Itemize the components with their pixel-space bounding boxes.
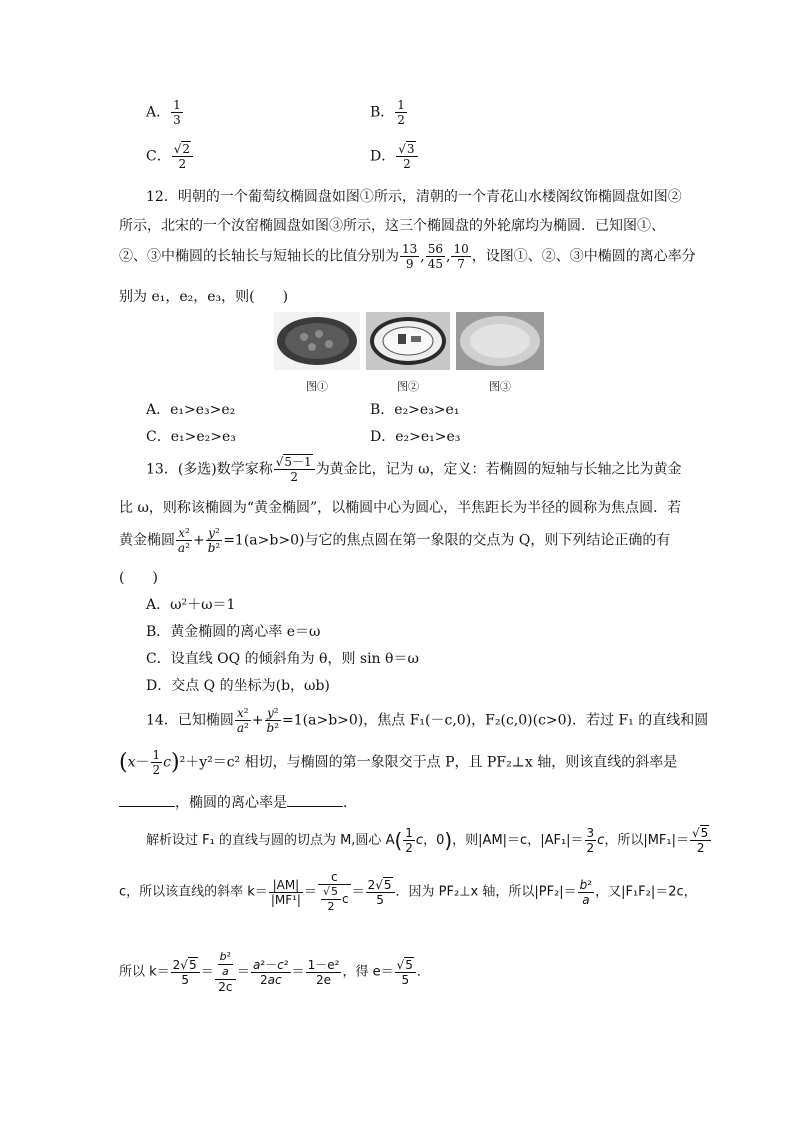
q12-option-b: B．e₂>e₃>e₁: [370, 402, 460, 418]
q11-option-b: B． $\frac{1}{2}$: [370, 98, 405, 127]
q12-line2: 所示，北宋的一个汝窑椭圆盘如图③所示，这三个椭圆盘的外轮廓均为椭圆．已知图①、: [119, 218, 665, 234]
q12-line1: 12．明朝的一个葡萄纹椭圆盘如图①所示，清朝的一个青花山水楼阁纹饰椭圆盘如图②: [146, 189, 682, 205]
plate-3-image: [456, 312, 544, 370]
figure-2: [366, 312, 450, 394]
q13-line4: ( ): [119, 570, 158, 586]
q13-option-a: A．ω²＋ω＝1: [146, 597, 236, 613]
q12-option-a: A．e₁>e₃>e₂: [146, 402, 236, 418]
q11-option-d: D． $\frac{√3}{2}$: [370, 142, 419, 171]
q12-option-d: D．e₂>e₁>e₃: [370, 429, 461, 445]
plate-2-image: [366, 312, 450, 370]
answer-blank-eccentricity[interactable]: [287, 794, 343, 807]
figure-1-caption: 图①: [306, 380, 328, 393]
q13-line2: 比 ω，则称该椭圆为“黄金椭圆”，以椭圆中心为圆心，半焦距长为半径的圆称为焦点圆．若: [119, 500, 682, 516]
solution-line3: 所以 k＝ $\frac{2√5}{5}$ ＝ $\frac{\frac{\text{b²}}{a}}{2c}$ ＝ $\frac{\text{a²－c²}}{2ac}$ ＝ $\frac{\text{1－e²}}{2e}$ ，得 e＝ $\frac{√5}{5}$ ．: [119, 950, 430, 994]
q11-option-c: C． $\frac{√2}{2}$: [146, 142, 194, 171]
figure-2-caption: 图②: [397, 380, 419, 393]
q14-line2: (x－ $\frac{1}{2}$ c)²＋y²＝c² 相切，与椭圆的第一象限交于点 P，且 PF₂⊥x 轴，则该直线的斜率是: [119, 748, 678, 777]
answer-blank-slope[interactable]: [119, 794, 175, 807]
figure-1: [274, 312, 360, 394]
solution-line1: 解析设过 F₁ 的直线与圆的切点为 M,圆心 A( $\frac{1}{2}$ c，0)，则|AM|＝c，|AF₁|＝ $\frac{3}{2}$ c，所以|MF₁|＝ $\frac{√5}{2}$: [146, 826, 712, 855]
q14-line1: 14．已知椭圆 $\frac{\text{x²}}{\text{a²}}$ + $\frac{\text{y²}}{\text{b²}}$ =1(a>b>0)，焦点 F₁(－c,0)，F₂(c,0)(c>0)．若过 F₁ 的直线和圆: [146, 706, 709, 735]
q13-line3: 黄金椭圆 $\frac{\text{x²}}{\text{a²}}$ + $\frac{\text{y²}}{\text{b²}}$ =1(a>b>0)与它的焦点圆在第一象限的交点为 Q，则下列结论正确的有: [119, 526, 671, 555]
q11-option-a: A． $\frac{1}{3}$: [146, 98, 181, 127]
q13-option-c: C．设直线 OQ 的倾斜角为 θ，则 sin θ＝ω: [146, 651, 419, 667]
q12-line3: ②、③中椭圆的长轴长与短轴长的比值分别为 $\frac{13}{9}$ , $\frac{56}{45}$ , $\frac{10}{7}$ ，设图①、②、③中椭圆的离心率分: [119, 242, 696, 271]
figure-3-caption: 图③: [489, 380, 511, 393]
q13-option-d: D．交点 Q 的坐标为(b，ωb): [146, 678, 330, 694]
figure-3: [456, 312, 544, 394]
q13-line1: 13．(多选)数学家称 $\frac{√5-1}{2}$ 为黄金比，记为 ω，定义：若椭圆的短轴与长轴之比为黄金: [146, 455, 682, 484]
q13-option-b: B．黄金椭圆的离心率 e＝ω: [146, 624, 321, 640]
solution-line2: c，所以该直线的斜率 k＝ $\frac{|AM|}{\text{|MF¹|}}$ ＝ c $\frac{√5}{2}$ c ＝ $\frac{2√5}{5}$ ．因为 PF₂⊥x 轴，所以|PF₂|＝ $\frac{\text{b²}}{a}$ ，又|F₁F₂|＝2c，: [119, 870, 697, 913]
plate-1-image: [274, 312, 360, 370]
q12-line4: 别为 e₁，e₂，e₃，则( ): [119, 289, 289, 305]
q12-option-c: C．e₁>e₂>e₃: [146, 429, 236, 445]
q14-line3: ，椭圆的离心率是 ．: [119, 792, 357, 812]
